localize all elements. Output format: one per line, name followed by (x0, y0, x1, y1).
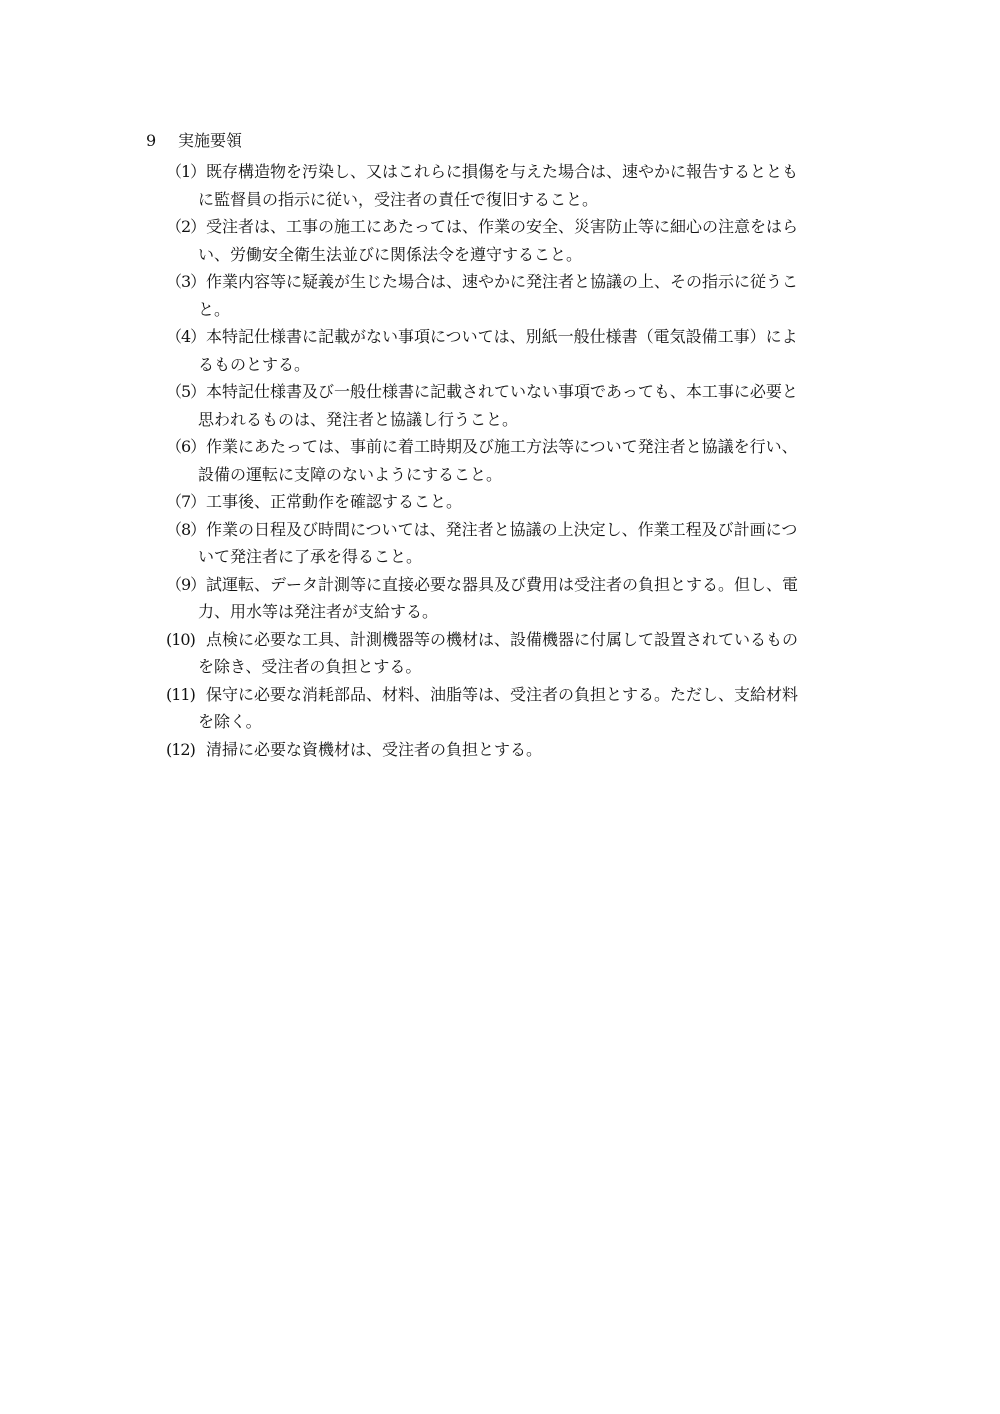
item-list (166, 158, 866, 763)
item-marker: （7） (166, 492, 206, 511)
list-item (166, 378, 866, 433)
list-item (166, 681, 866, 736)
item-text-line: 試運転、データ計測等に直接必要な器具及び費用は受注者の負担とする。但し、電 (206, 574, 799, 594)
item-text-line: 本特記仕様書及び一般仕様書に記載されていない事項であっても、本工事に必要と (206, 382, 798, 401)
item-text-line: い、労働安全衛生法並びに関係法令を遵守すること。 (198, 244, 583, 264)
item-marker: （2） (166, 217, 206, 236)
item-text-line: を除く。 (198, 712, 262, 731)
item-marker: （1） (166, 162, 206, 181)
item-marker: (10) (166, 629, 195, 649)
item-marker: （4） (166, 327, 206, 346)
item-text-line: るものとする。 (198, 354, 311, 374)
list-item (166, 626, 866, 681)
item-text-line: 工事後、正常動作を確認すること。 (206, 492, 463, 511)
item-text-line: 思われるものは、発注者と協議し行うこと。 (198, 409, 519, 429)
item-text-line: に監督員の指示に従い，受注者の責任で復旧すること。 (198, 189, 599, 209)
item-marker: （5） (166, 382, 206, 401)
item-text-line: 作業にあたっては、事前に着工時期及び施工方法等について発注者と協議を行い、 (206, 437, 798, 456)
list-item (166, 736, 866, 764)
section-heading (146, 128, 242, 154)
item-text-line: を除き、受注者の負担とする。 (198, 657, 422, 676)
item-marker: （6） (166, 437, 206, 456)
item-marker: (11) (166, 684, 195, 704)
list-item (166, 571, 866, 626)
item-text-line: 本特記仕様書に記載がない事項については、別紙一般仕様書（電気設備工事）によ (206, 327, 798, 346)
item-text-line: 設備の運転に支障のないようにすること。 (198, 464, 503, 484)
list-item (166, 516, 866, 571)
item-text-line: 受注者は、工事の施工にあたっては、作業の安全、災害防止等に細心の注意をはら (206, 217, 799, 236)
list-item (166, 433, 866, 488)
list-item (166, 158, 866, 213)
item-text-line: 作業内容等に疑義が生じた場合は、速やかに発注者と協議の上、その指示に従うこ (206, 272, 799, 291)
item-text-line: 既存構造物を汚染し、又はこれらに損傷を与えた場合は、速やかに報告するととも (206, 162, 799, 181)
list-item (166, 268, 866, 323)
list-item (166, 488, 866, 516)
item-text-line: 清掃に必要な資機材は、受注者の負担とする。 (206, 739, 543, 759)
item-marker: （3） (166, 272, 206, 291)
item-text-line: いて発注者に了承を得ること。 (198, 547, 423, 566)
item-text-line: 作業の日程及び時間については、発注者と協議の上決定し、作業工程及び計画につ (206, 519, 798, 539)
list-item (166, 213, 866, 268)
section-number: 9 (146, 131, 157, 150)
list-item (166, 323, 866, 378)
item-marker: (12) (166, 739, 195, 759)
item-marker: （8） (166, 519, 206, 539)
item-text-line: と。 (198, 299, 231, 319)
section-title: 実施要領 (178, 131, 243, 150)
item-marker: （9） (166, 574, 206, 594)
item-text-line: 保守に必要な消耗部品、材料、油脂等は、受注者の負担とする。ただし、支給材料 (206, 684, 799, 704)
item-text-line: 点検に必要な工具、計測機器等の機材は、設備機器に付属して設置されているもの (206, 629, 799, 649)
item-text-line: 力、用水等は発注者が支給する。 (198, 602, 439, 621)
